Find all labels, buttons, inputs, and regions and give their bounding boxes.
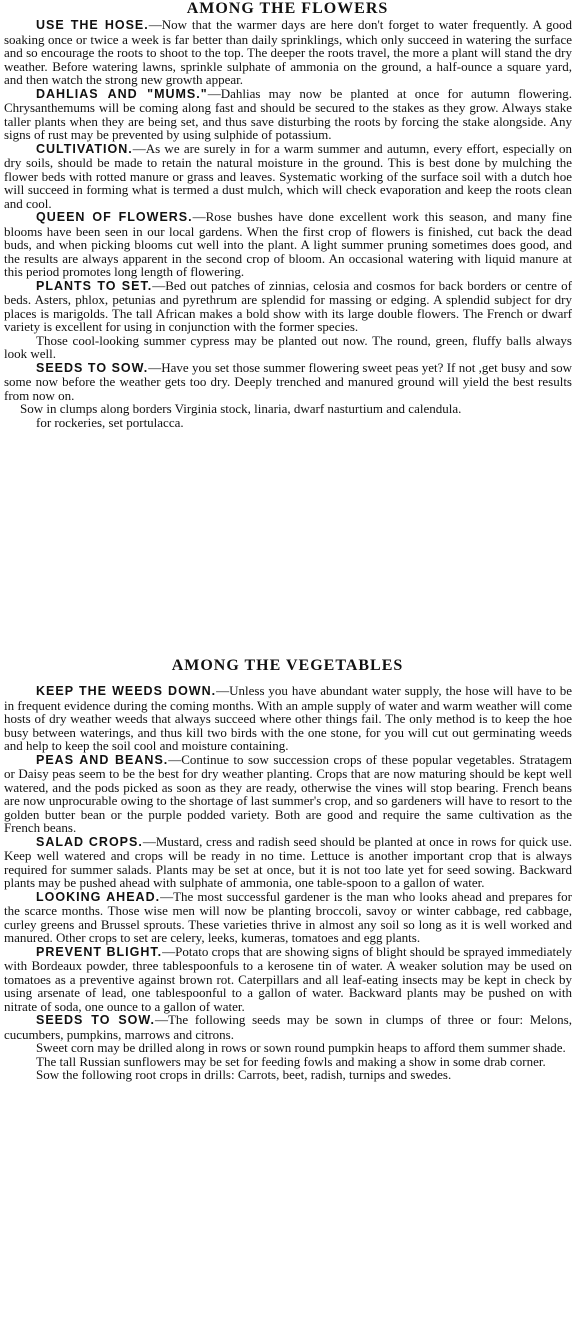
veg-root-crops: Sow the following root crops in drills: Carrots, beet, radish, turnips and swedes.: [36, 1067, 452, 1082]
article-heading: DAHLIAS AND "MUMS.": [36, 86, 208, 101]
article-heading: PEAS AND BEANS.: [36, 752, 169, 767]
veg-peas-and-beans: [0, 753, 575, 835]
article-text: —Have you set those summer flowering sweet peas yet? If not ,get busy and sow some now before the weather gets too dry. Deeply trenched and manured ground will yield the best results from now on.: [4, 359, 572, 403]
article-text: —Continue to sow succession crops of these popular vegetables. Stratagem or Daisy peas seem to be the best for dry weather planting. Crops that are now maturing should be kept well watered, and the pods picked as soon as they are ready, otherwise the vines will stop bearing. French beans are now unprocurable owing to the shortage of last summer's crop, and so gardeners will have to resort to the golden butter bean or the purple podded variety. Both are good and require the same cultivation as the French beans.: [4, 751, 572, 835]
article-heading: SALAD CROPS.: [36, 834, 143, 849]
article-text: —Potato crops that are showing signs of blight should be sprayed immediately with Bordeaux powder, three tablespoonfuls to a kerosene tin of water. A weaker solution may be used on tomatoes as a preventive against brown rot. Caterpillars and all leaf-eating insects may be kept in check by using arsenate of lead, one tablespoonful to a gallon of water. Backward plants may be pushed on with nitrate of soda, one ounce to a gallon of water.: [4, 943, 572, 1014]
veg-seeds-to-sow: [0, 1013, 575, 1041]
article-heading: PREVENT BLIGHT.: [36, 944, 163, 959]
article-text: —Dahlias may now be planted at once for autumn flowering. Chrysanthemums will be coming along fast and should be secured to the stakes as they grow. Always stake taller plants when they are being set, and thus save disturbing the roots by forcing the stake alongside. Any signs of rust may be prevented by using sulphide of potassium.: [4, 85, 572, 142]
flowers-seeds-rockeries: for rockeries, set portulacca.: [36, 414, 184, 430]
veg-looking-ahead: [0, 890, 575, 945]
article-heading: LOOKING AHEAD.: [36, 889, 161, 904]
article-text: —Now that the warmer days are here don't forget to water frequently. A good soaking once or twice a week is far better than daily sprinklings, which only succeed in watering the surface and so encourage the roots to shoot to the top. The deeper the roots travel, the more a plant will stand the dry weather. Before watering lawns, sprinkle sulphate of ammonia on the ground, a half-ounce a square yard, and then watch the strong new growth appear.: [4, 17, 572, 87]
flowers-cypress-paragraph: Those cool-looking summer cypress may be planted out now. The round, green, fluffy balls always look well.: [4, 332, 572, 361]
article-heading: QUEEN OF FLOWERS.: [36, 210, 193, 224]
flowers-section: [0, 0, 575, 429]
article-heading: KEEP THE WEEDS DOWN.: [36, 684, 217, 698]
article-text: —As we are surely in for a warm summer and autumn, every effort, especially on dry soils, should be made to retain the natural moisture in the ground. This is best done by mulching the flower beds with rotted manure or grass and leaves. Systematic working of the surface soil with a dutch hoe will succeed in forming what is termed a dust mulch, which will check evaporation and keep the roots clean and cool.: [4, 140, 572, 211]
veg-sunflowers: The tall Russian sunflowers may be set for feeding fowls and making a show in some drab corner.: [36, 1053, 546, 1069]
article-text: —The most successful gardener is the man who looks ahead and prepares for the scarce months. Those wise men will now be planting broccoli, savoy or winter cabbage, red cabbage, curley greens and Brussel sprouts. These varieties thrive in almost any soil so long as it is well worked and manured. Other crops to set are celery, leeks, kumeras, tomatoes and egg plants.: [4, 888, 572, 945]
article-text: —Mustard, cress and radish seed should be planted at once in rows for quick use. Keep well watered and crops will be ready in no time. Lettuce is another important crop that is always required for summer salads. Plants may be set at once, but it is not too late yet for seed sowing. Backward plants may be pushed ahead with sulphate of ammonia, one table-spoon to a gallon of water.: [4, 833, 573, 890]
flowers-seeds-to-sow: [0, 361, 575, 403]
veg-keep-weeds-down: [0, 684, 575, 753]
flowers-use-the-hose: [0, 18, 575, 87]
article-text: —Bed out patches of zinnias, celosia and cosmos for back borders or centre of beds. Asters, phlox, petunias and pyrethrum are splendid for massing or edging. A splendid subject for dry places is marigolds. The tall African makes a bold show with its large double flowers. The French or dwarf variety is excellent for using in conjunction with the former species.: [4, 277, 572, 334]
veg-sweet-corn: Sweet corn may be drilled along in rows or sown round pumpkin heaps to afford them summer shade.: [36, 1040, 566, 1055]
flowers-seeds-borders: Sow in clumps along borders Virginia stock, linaria, dwarf nasturtium and calendula.: [20, 401, 462, 416]
article-heading: SEEDS TO SOW.: [36, 360, 149, 375]
article-text: —Unless you have abundant water supply, the hose will have to be in frequent evidence during the coming months. With an ample supply of water and warm weather will come hosts of dry weather weeds that always succeed where other things fail. The only method is to keep the hoe busy between waterings, and thus kill two birds with the one stone, for you will cut out germinating weeds and help to keep the soil cool and moisture containing.: [4, 683, 572, 753]
flowers-cultivation: [0, 142, 575, 211]
article-heading: SEEDS TO SOW.: [36, 1013, 155, 1027]
article-heading: CULTIVATION.: [36, 141, 133, 156]
veg-salad-crops: [0, 835, 575, 890]
vegetables-section: [0, 657, 575, 1082]
flowers-dahlias: [0, 87, 575, 142]
flowers-plants-to-set: [0, 279, 575, 334]
article-heading: USE THE HOSE.: [36, 18, 149, 32]
veg-prevent-blight: [0, 945, 575, 1014]
article-text: —The following seeds may be sown in clumps of three or four: Melons, cucumbers, pumpkins, marrows and citrons.: [4, 1012, 572, 1042]
flowers-queen-of-flowers: [0, 210, 575, 279]
vegetables-title: AMONG THE VEGETABLES: [171, 657, 404, 674]
flowers-title: AMONG THE FLOWERS: [186, 0, 389, 17]
article-text: —Rose bushes have done excellent work this season, and many fine blooms have been seen in our local gardens. When the first crop of flowers is finished, cut back the dead buds, and when picking blooms cut well into the plant. A light summer pruning sometimes does good, and the results are always apparent in the second crop of bloom. An occasional watering with liquid manure at this period promotes long length of flowering.: [4, 209, 572, 279]
article-heading: PLANTS TO SET.: [36, 278, 153, 293]
